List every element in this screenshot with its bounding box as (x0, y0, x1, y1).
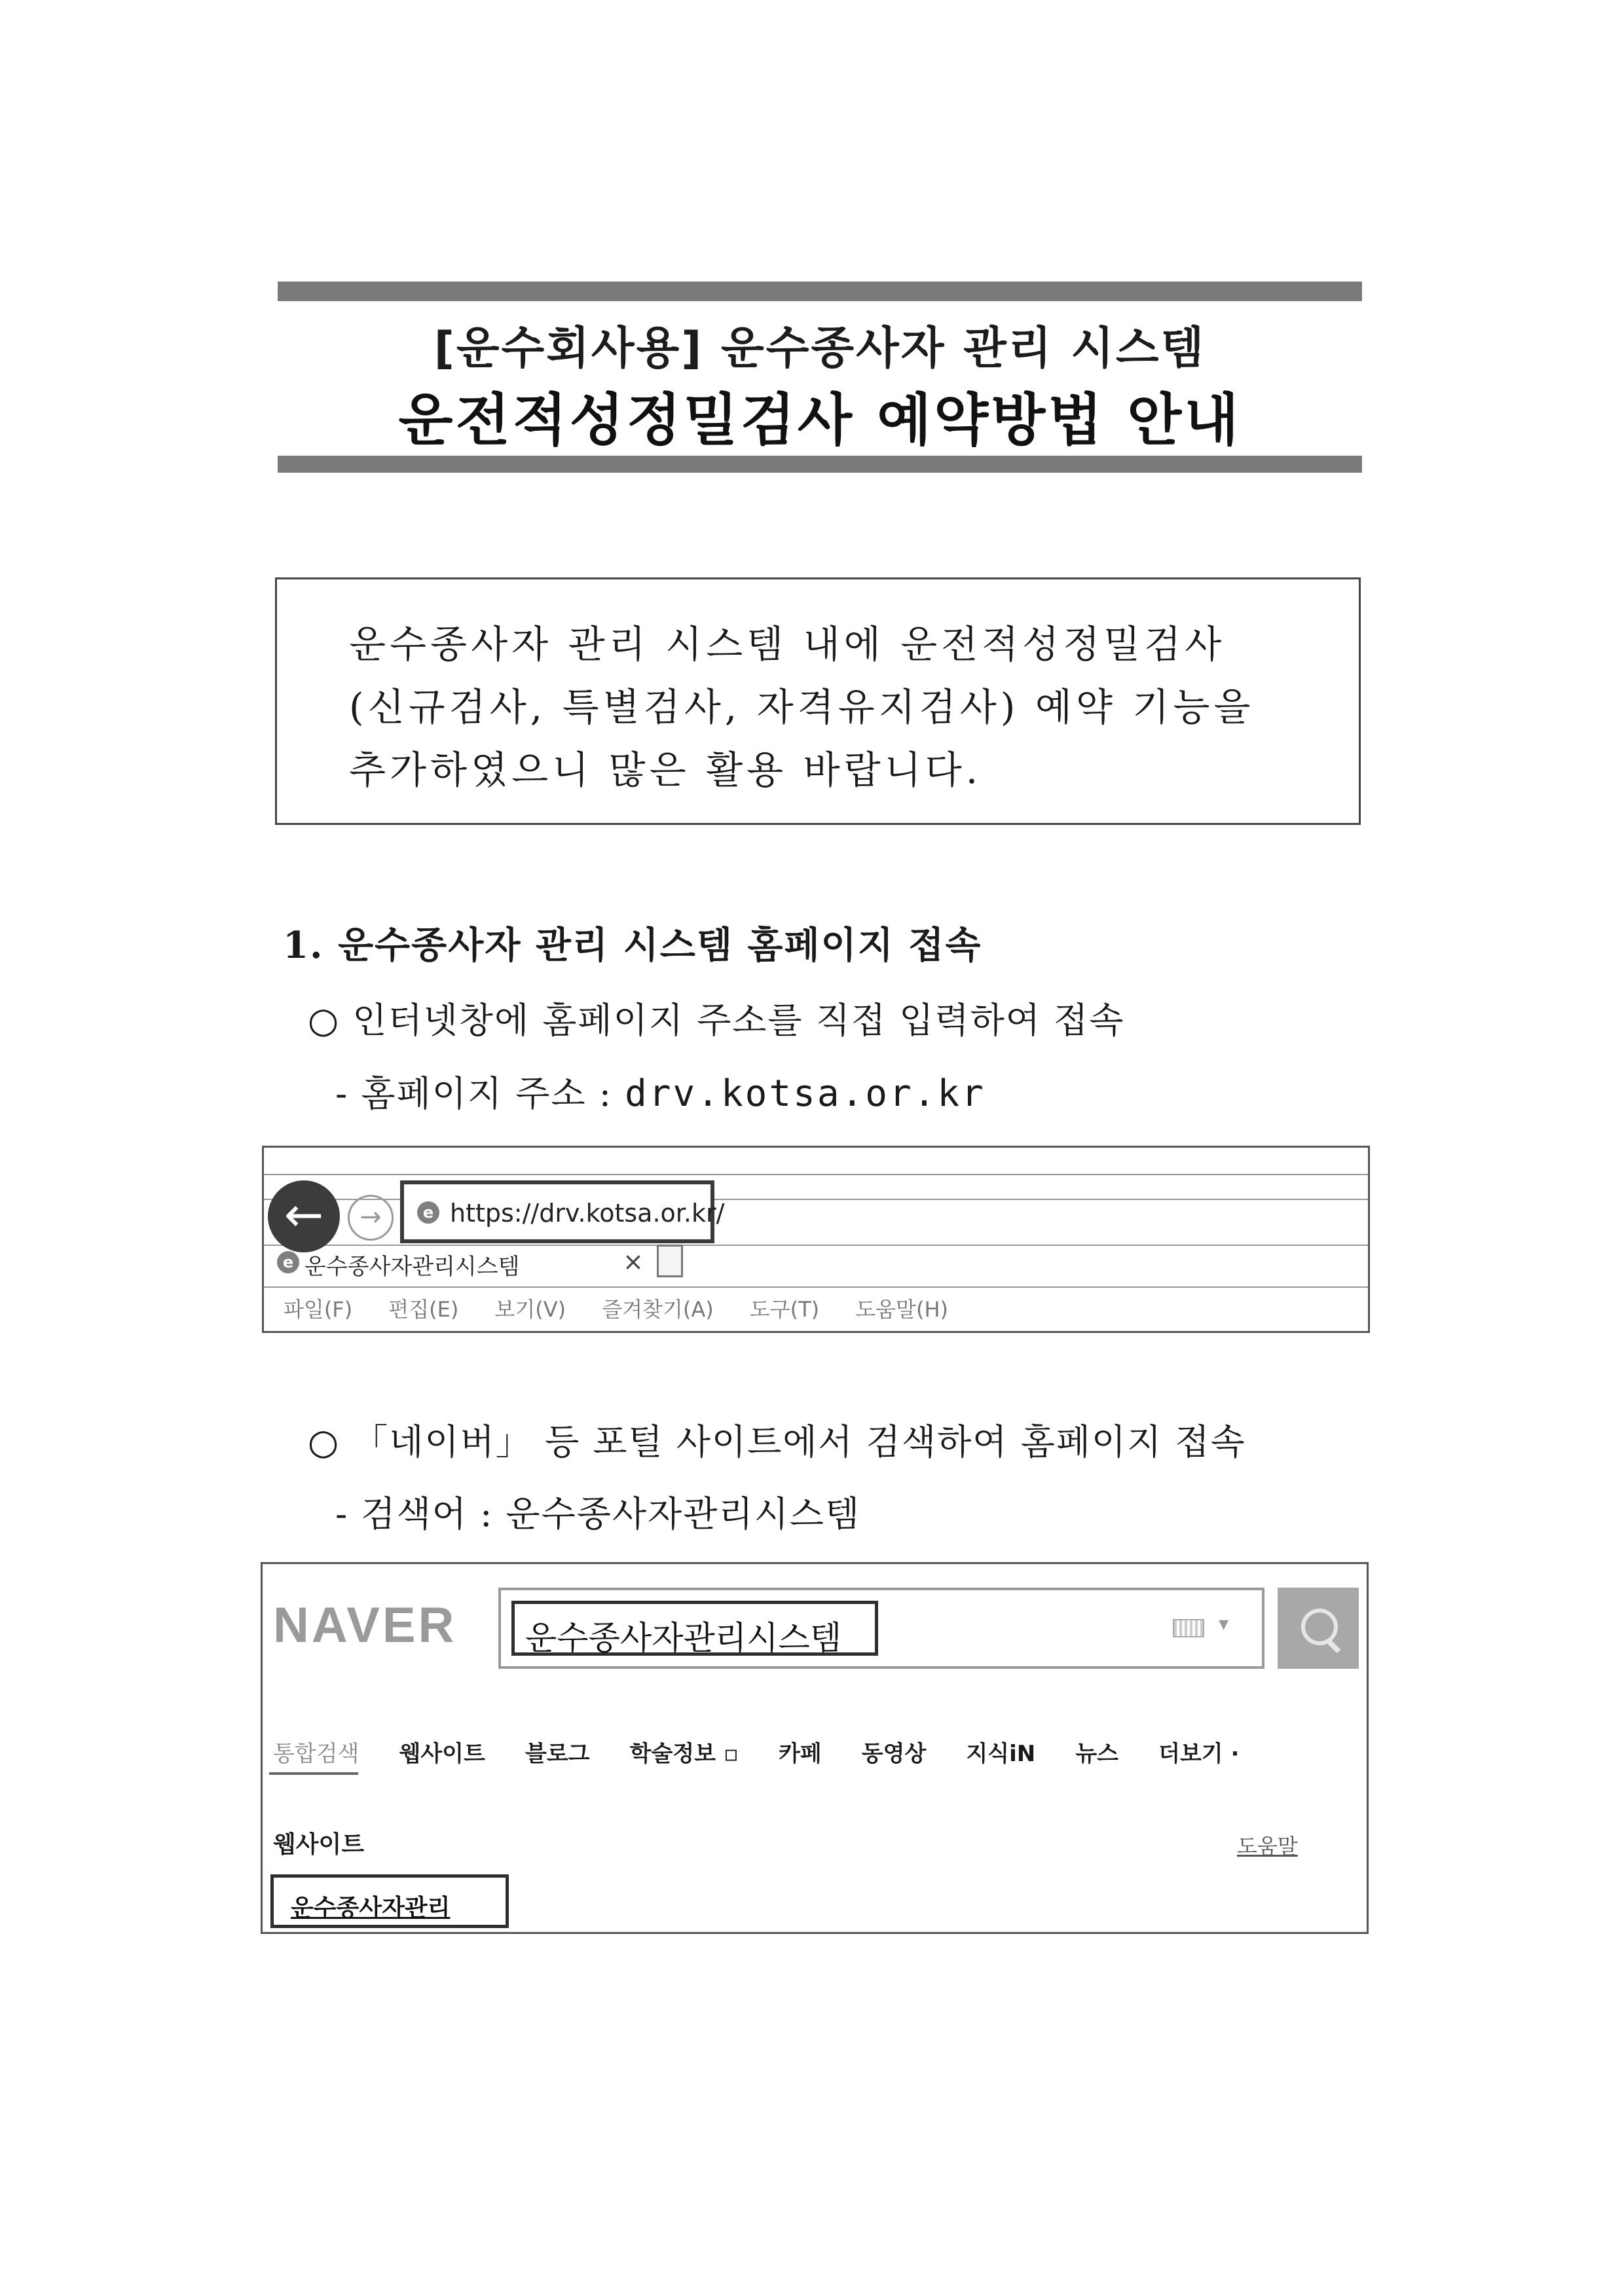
menu-view[interactable]: 보기(V) (494, 1297, 566, 1322)
website-result-link[interactable]: 운수종사자관리 (291, 1895, 451, 1922)
browser-divider (264, 1174, 1368, 1175)
keyboard-icon[interactable] (1173, 1619, 1204, 1637)
tab-news[interactable]: 뉴스 (1075, 1741, 1119, 1767)
menu-edit[interactable]: 편집(E) (388, 1297, 459, 1322)
tab-academic[interactable]: 학술정보 ▫ (629, 1741, 739, 1767)
ie-tab-icon: e (277, 1251, 299, 1273)
naver-screenshot (261, 1562, 1369, 1934)
search-icon-handle (1327, 1639, 1340, 1653)
naver-logo: NAVER (273, 1597, 457, 1653)
tab-cafe[interactable]: 카페 (778, 1741, 822, 1767)
menu-file[interactable]: 파일(F) (284, 1297, 353, 1322)
naver-tab-bar (273, 1736, 1276, 1768)
menu-help[interactable]: 도움말(H) (855, 1297, 949, 1322)
bullet-direct-url: ○ 인터넷창에 홈페이지 주소를 직접 입력하여 접속 (308, 1000, 1125, 1041)
tab-integrated-search[interactable]: 통합검색 (273, 1741, 360, 1767)
ie-icon: e (417, 1201, 439, 1224)
close-icon[interactable]: × (623, 1247, 644, 1276)
back-arrow-icon[interactable]: ← (268, 1180, 340, 1252)
title-bar-top (278, 282, 1362, 301)
search-query-highlight (511, 1601, 878, 1656)
tab-website[interactable]: 웹사이트 (399, 1741, 485, 1767)
address-bar[interactable] (400, 1180, 725, 1243)
search-query-text: 운수종사자관리시스템 (525, 1619, 841, 1657)
browser-tab-title[interactable]: 운수종사자관리시스템 (304, 1254, 520, 1280)
website-result-box (270, 1874, 509, 1928)
tab-knowledge-in[interactable]: 지식iN (966, 1741, 1036, 1767)
homepage-address-label: - 홈페이지 주소 : (335, 1073, 625, 1114)
help-link[interactable]: 도움말 (1237, 1834, 1298, 1859)
website-section-label: 웹사이트 (273, 1831, 365, 1858)
title-bar-bottom (278, 456, 1362, 473)
menu-tools[interactable]: 도구(T) (749, 1297, 820, 1322)
bullet-portal-search: ○ 「네이버」 등 포털 사이트에서 검색하여 홈페이지 접속 (308, 1421, 1246, 1463)
intro-line-1: 운수종사자 관리 시스템 내에 운전적성정밀검사 (349, 622, 1226, 666)
menu-favorites[interactable]: 즐겨찾기(A) (602, 1297, 714, 1322)
tab-more[interactable]: 더보기 · (1158, 1741, 1240, 1767)
homepage-address-value: drv.kotsa.or.kr (625, 1072, 986, 1115)
document-title: 운전적성정밀검사 예약방법 안내 (398, 388, 1242, 453)
search-keyword: - 검색어 : 운수종사자관리시스템 (335, 1493, 861, 1535)
intro-notice-box (275, 577, 1361, 825)
section-1-title: 1. 운수종사자 관리 시스템 홈페이지 접속 (283, 924, 982, 967)
active-tab-underline (269, 1772, 358, 1775)
tab-video[interactable]: 동영상 (861, 1741, 927, 1767)
intro-line-3: 추가하였으니 많은 활용 바랍니다. (349, 748, 982, 792)
document-subtitle: [운수회사용] 운수종사자 관리 시스템 (434, 323, 1206, 374)
search-icon (1301, 1609, 1338, 1645)
browser-screenshot (262, 1146, 1370, 1333)
browser-divider (264, 1245, 1368, 1246)
new-tab-icon[interactable] (657, 1245, 683, 1277)
title-banner (278, 301, 1362, 456)
browser-divider (264, 1286, 1368, 1288)
search-button[interactable] (1278, 1588, 1359, 1669)
intro-line-2: (신규검사, 특별검사, 자격유지검사) 예약 기능을 (349, 685, 1255, 729)
address-bar-url: https://drv.kotsa.or.kr/ (450, 1199, 725, 1228)
naver-search-input[interactable] (498, 1588, 1264, 1669)
chevron-down-icon[interactable]: ▾ (1219, 1613, 1229, 1635)
forward-arrow-icon[interactable]: → (348, 1195, 394, 1241)
tab-blog[interactable]: 블로그 (525, 1741, 590, 1767)
browser-menu-bar (284, 1293, 981, 1323)
homepage-address (335, 1066, 986, 1116)
